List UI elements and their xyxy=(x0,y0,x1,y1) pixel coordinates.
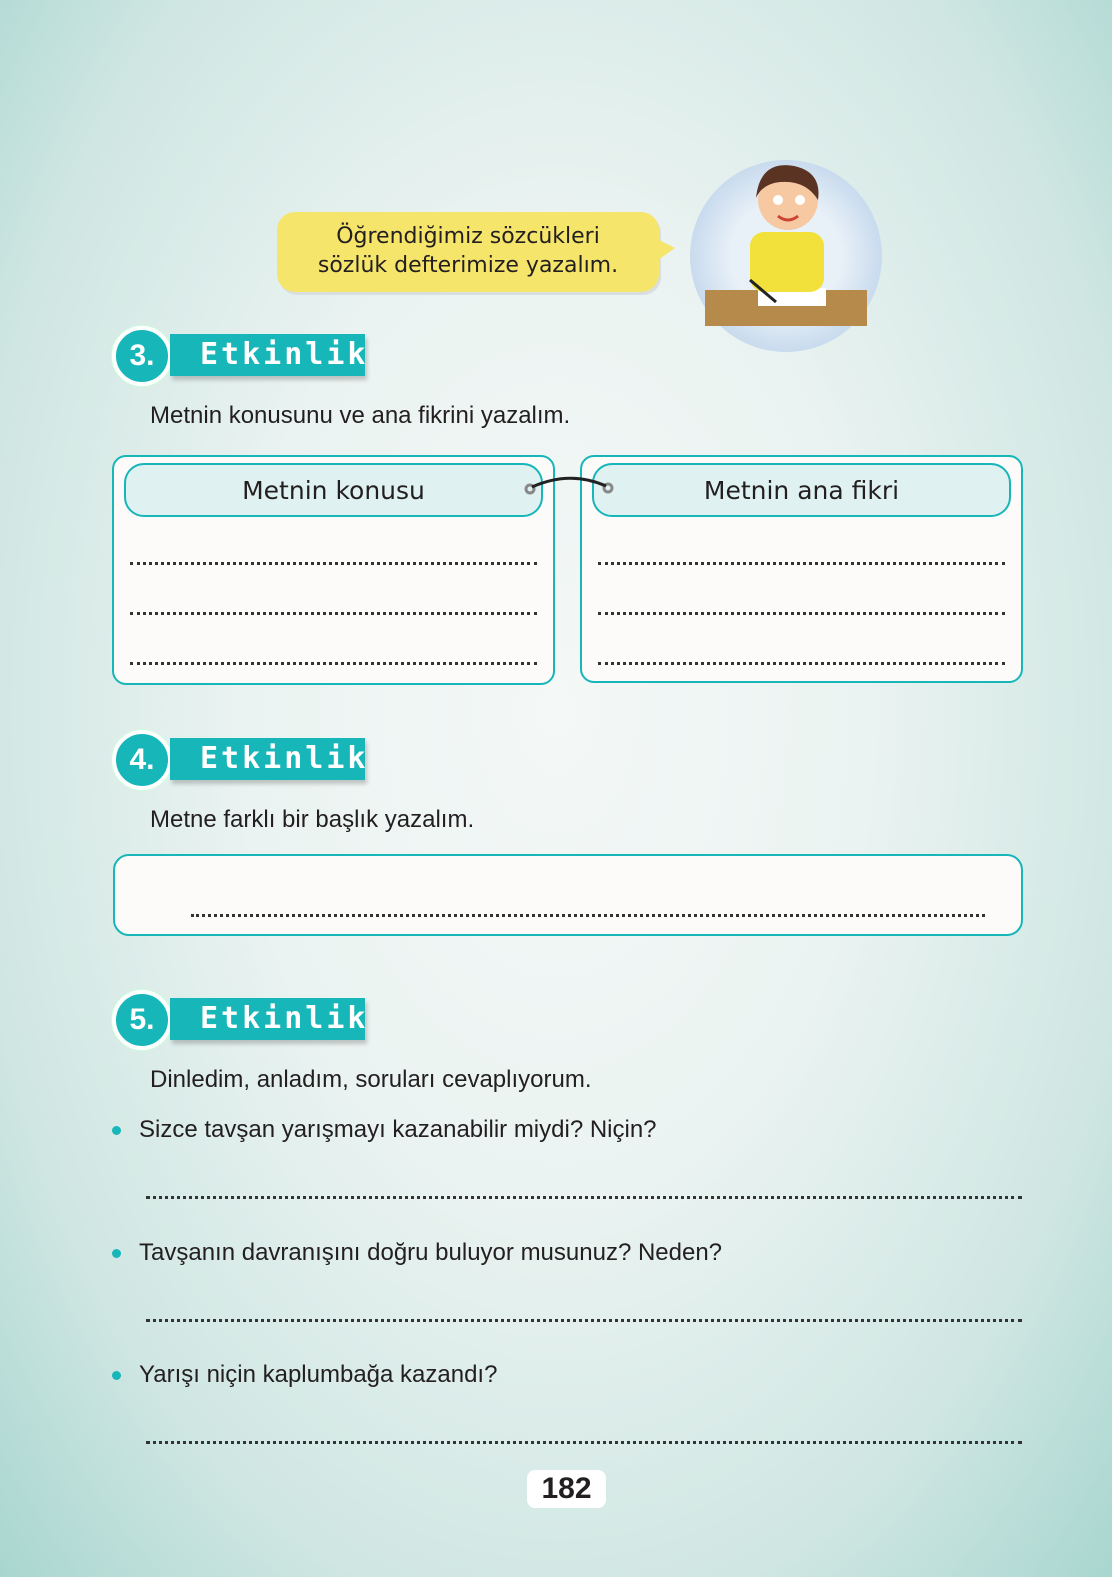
child-writing-illustration xyxy=(690,160,882,352)
title-answer-box xyxy=(113,854,1023,936)
activity-4-badge xyxy=(112,730,367,792)
connector-icon xyxy=(520,470,620,500)
answer-line[interactable] xyxy=(130,612,537,615)
answer-line[interactable] xyxy=(598,662,1005,665)
answer-line[interactable] xyxy=(598,562,1005,565)
speech-line-2: sözlük defterimize yazalım. xyxy=(317,253,619,278)
answer-line[interactable] xyxy=(598,612,1005,615)
speech-bubble xyxy=(277,212,659,292)
topic-box-title: Metnin konusu xyxy=(124,463,543,517)
activity-5-instruction: Dinledim, anladım, soruları cevaplıyorum. xyxy=(150,1066,592,1093)
question-1: Sizce tavşan yarışmayı kazanabilir miydi? Niçin? xyxy=(112,1116,657,1144)
activity-label: Etkinlik xyxy=(170,334,365,376)
speech-line-1: Öğrendiğimiz sözcükleri xyxy=(336,224,600,249)
topic-box xyxy=(112,455,555,685)
activity-number: 4. xyxy=(112,730,172,790)
activity-3-instruction: Metnin konusunu ve ana fikrini yazalım. xyxy=(150,402,571,429)
activity-number: 5. xyxy=(112,990,172,1050)
question-2: Tavşanın davranışını doğru buluyor musunuz? Neden? xyxy=(112,1239,722,1267)
activity-5-badge xyxy=(112,990,367,1052)
answer-line[interactable] xyxy=(191,914,985,917)
main-idea-box-title: Metnin ana fikri xyxy=(592,463,1011,517)
activity-label: Etkinlik xyxy=(170,738,365,780)
answer-line[interactable] xyxy=(146,1319,1022,1322)
question-3: Yarışı niçin kaplumbağa kazandı? xyxy=(112,1361,497,1389)
page-number: 182 xyxy=(527,1470,606,1508)
answer-line[interactable] xyxy=(130,562,537,565)
activity-label: Etkinlik xyxy=(170,998,365,1040)
activity-number: 3. xyxy=(112,326,172,386)
answer-line[interactable] xyxy=(146,1196,1022,1199)
activity-3-badge xyxy=(112,326,367,388)
answer-line[interactable] xyxy=(130,662,537,665)
main-idea-box xyxy=(580,455,1023,683)
activity-4-instruction: Metne farklı bir başlık yazalım. xyxy=(150,806,475,833)
answer-line[interactable] xyxy=(146,1441,1022,1444)
